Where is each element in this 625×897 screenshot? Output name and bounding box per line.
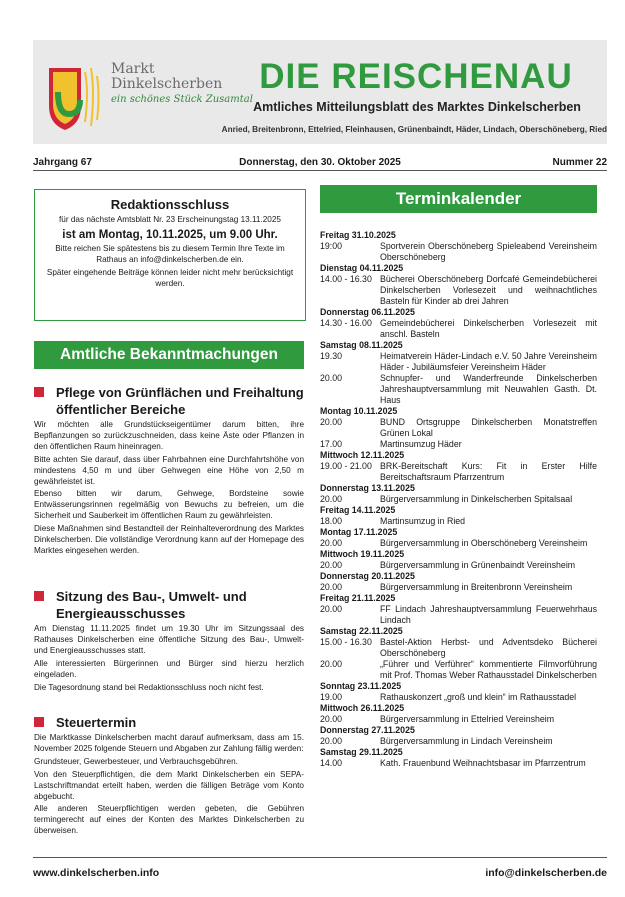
event-description: Kath. Frauenbund Weihnachtsbasar im Pfarrzentrum (380, 758, 586, 768)
calendar-day-heading: Freitag 14.11.2025 (320, 505, 396, 515)
event-time: 20.00 (320, 494, 343, 504)
event-time: 17.00 (320, 439, 343, 449)
article-title: Sitzung des Bau-, Umwelt- und Energieausschusses (34, 588, 304, 622)
calendar-event (320, 439, 597, 450)
event-description: Bürgerversammlung in Lindach Vereinsheim (380, 736, 553, 746)
places-list: Anried, Breitenbronn, Ettelried, Fleinhausen, Grünenbaindt, Häder, Lindach, Oberschöneberg, Ried (221, 125, 607, 134)
issue-number: Nummer 22 (552, 157, 607, 168)
event-description: BUND Ortsgruppe Dinkelscherben Monatstreffen Grünen Lokal (380, 417, 597, 438)
calendar-event (320, 659, 597, 681)
event-calendar-heading: Terminkalender (320, 185, 597, 213)
calendar-event (320, 318, 597, 340)
calendar-event (320, 494, 597, 505)
calendar-event (320, 538, 597, 549)
calendar-day-heading: Donnerstag 27.11.2025 (320, 725, 415, 735)
event-description: Bastel-Aktion Herbst- und Adventsdeko Bücherei Oberschöneberg (380, 637, 597, 658)
article-paragraph: Alle anderen Steuerpflichtigen werden gebeten, die Gebühren termingerecht auf eines der Konten des Marktes Dinkelscherben zu überweisen. (34, 804, 304, 836)
event-time: 15.00 - 16.30 (320, 637, 372, 647)
calendar-event (320, 417, 597, 439)
calendar-event (320, 604, 597, 626)
calendar-event (320, 241, 597, 263)
deadline-heading: Redaktionsschluss (110, 197, 230, 212)
calendar-day-heading: Donnerstag 06.11.2025 (320, 307, 415, 317)
article-paragraph: Von den Steuerpflichtigen, die dem Markt Dinkelscherben ein SEPA-Lastschriftmandat erteilt haben, werden die fälligen Beträge vom Konto abgebucht. (34, 769, 304, 801)
event-description: „Führer und Verführer“ kommentierte Filmvorführung mit Prof. Thomas Weber Rathausstadel Dinkelscherben (380, 659, 597, 680)
calendar-event (320, 582, 597, 593)
event-description: Bücherei Oberschöneberg Dorfcafé Gemeindebücherei Dinkelscherben Vorlesezeit und weihnachtliches Basteln für Kinder ab drei Jahren (380, 274, 597, 306)
calendar-day-heading: Mittwoch 19.11.2025 (320, 549, 405, 559)
calendar-event (320, 560, 597, 571)
brand-line-1: Markt (111, 61, 155, 77)
event-time: 19.00 - 21.00 (320, 461, 372, 471)
event-time: 20.00 (320, 560, 343, 570)
event-description: Sportverein Oberschöneberg Spieleabend Vereinsheim Oberschöneberg (380, 241, 597, 262)
event-time: 19.00 (320, 692, 343, 702)
header-divider (33, 170, 607, 171)
brand-slogan: ein schönes Stück Zusamtal (111, 94, 253, 105)
newsletter-subtitle: Amtliches Mitteilungsblatt des Marktes Dinkelscherben (253, 100, 581, 114)
event-time: 14.30 - 16.00 (320, 318, 372, 328)
calendar-day-heading: Donnerstag 20.11.2025 (320, 571, 415, 581)
calendar-day-heading: Donnerstag 13.11.2025 (320, 483, 415, 493)
event-time: 18.00 (320, 516, 343, 526)
event-time: 14.00 (320, 758, 343, 768)
article-paragraph: Wir möchten alle Grundstückseigentümer darum bitten, ihre Bepflanzungen so zurückzuschneiden, dass keine Äste oder Pflanzen in den öffentlichen Raum hineinragen. (34, 420, 304, 451)
calendar-event (320, 758, 597, 769)
deadline-line-1: für das nächste Amtsblatt Nr. 23 Erscheinungstag 13.11.2025 (59, 215, 281, 224)
event-description: Bürgerversammlung in Dinkelscherben Spitalsaal (380, 494, 573, 504)
deadline-line-3: Später eingehende Beiträge können leider nicht mehr berücksichtigt werden. (46, 268, 294, 288)
calendar-event (320, 692, 597, 703)
event-time: 20.00 (320, 373, 343, 383)
official-announcements-heading: Amtliche Bekanntmachungen (34, 341, 304, 369)
calendar-day-heading: Montag 10.11.2025 (320, 406, 398, 416)
event-time: 20.00 (320, 582, 343, 592)
editorial-deadline-box (34, 189, 306, 321)
calendar-event (320, 351, 597, 373)
event-description: Schnupfer- und Wanderfreunde Dinkelscherben Jahreshauptversammlung mit Neuwahlen Gasth. Dt. Haus (380, 373, 597, 405)
article-paragraph: Diese Maßnahmen sind Bestandteil der Reinhalteverordnung des Marktes Dinkelscherben. Die vollständige Verordnung kann auf der Homepage des Marktes eingesehen werden. (34, 524, 304, 555)
article-paragraph: Ebenso bitten wir darum, Gehwege, Bordsteine sowie Entwässerungsrinnen regelmäßig von Bewuchs zu befreien, um die Sicherheit und Sauberkeit im öffentlichen Raum zu gewährleisten. (34, 489, 304, 521)
calendar-event (320, 461, 597, 483)
footer-divider (33, 857, 607, 858)
event-description: Rathauskonzert „groß und klein“ im Rathausstadel (380, 692, 577, 702)
calendar-day-heading: Freitag 31.10.2025 (320, 230, 396, 240)
brand-line-2: Dinkelscherben (111, 76, 223, 92)
market-coat-of-arms-logo (45, 62, 103, 134)
issue-year: Jahrgang 67 (33, 157, 92, 168)
calendar-day-heading: Freitag 21.11.2025 (320, 593, 396, 603)
event-time: 20.00 (320, 659, 343, 669)
event-description: Bürgerversammlung in Ettelried Vereinsheim (380, 714, 555, 724)
event-description: FF Lindach Jahreshauptversammlung Feuerwehrhaus Lindach (380, 604, 597, 625)
article-green-areas (34, 384, 304, 559)
calendar-day-heading: Samstag 08.11.2025 (320, 340, 403, 350)
red-bullet-icon (34, 591, 44, 601)
footer-email: info@dinkelscherben.de (485, 867, 607, 879)
footer-website: www.dinkelscherben.info (33, 867, 160, 879)
article-paragraph: Grundsteuer, Gewerbesteuer, und Verbrauchsgebühren. (34, 756, 238, 766)
article-title: Pflege von Grünflächen und Freihaltung öffentlicher Bereiche (34, 384, 304, 418)
event-time: 20.00 (320, 714, 343, 724)
article-paragraph: Bitte achten Sie darauf, dass über Fahrbahnen eine Durchfahrtshöhe von mindestens 4,50 m und über Gehwegen eine Höhe von 2,50 m gewährleistet ist. (34, 454, 304, 486)
calendar-day-heading: Mittwoch 12.11.2025 (320, 450, 405, 460)
event-description: Gemeindebücherei Dinkelscherben Vorlesezeit mit anschl. Basteln (380, 318, 597, 339)
event-description: Heimatverein Häder-Lindach e.V. 50 Jahre Vereinsheim Häder - Jubiläumsfeier Vereinsheim Häder (380, 351, 597, 372)
event-time: 19.30 (320, 351, 343, 361)
event-time: 14.00 - 16.30 (320, 274, 372, 284)
calendar-event (320, 637, 597, 659)
red-bullet-icon (34, 717, 44, 727)
event-calendar (320, 230, 597, 769)
calendar-event (320, 274, 597, 307)
article-paragraph: Am Dienstag 11.11.2025 findet um 19.30 Uhr im Sitzungssaal des Rathauses Dinkelscherben eine öffentliche Sitzung des Bau-, Umwelt- und Energieausschusses statt. (34, 624, 304, 655)
calendar-day-heading: Samstag 29.11.2025 (320, 747, 403, 757)
event-time: 19:00 (320, 241, 343, 251)
calendar-event (320, 714, 597, 725)
article-paragraph: Alle interessierten Bürgerinnen und Bürger sind hierzu herzlich eingeladen. (34, 658, 304, 679)
event-description: Bürgerversammlung in Grünenbaindt Vereinsheim (380, 560, 576, 570)
calendar-event (320, 516, 597, 527)
calendar-day-heading: Mittwoch 26.11.2025 (320, 703, 405, 713)
article-paragraph: Die Tagesordnung stand bei Redaktionsschluss noch nicht fest. (34, 682, 264, 692)
calendar-event (320, 736, 597, 747)
calendar-event (320, 373, 597, 406)
article-committee-meeting (34, 588, 304, 695)
event-time: 20.00 (320, 538, 343, 548)
deadline-emphasis: ist am Montag, 10.11.2025, um 9.00 Uhr. (62, 229, 278, 241)
event-description: Bürgerversammlung in Oberschöneberg Vereinsheim (380, 538, 588, 548)
red-bullet-icon (34, 387, 44, 397)
article-title: Steuertermin (34, 714, 304, 731)
event-description: BRK-Bereitschaft Kurs: Fit in Erster Hilfe Bereitschaftsraum Pfarrzentrum (380, 461, 597, 482)
event-time: 20.00 (320, 604, 343, 614)
calendar-day-heading: Sonntag 23.11.2025 (320, 681, 402, 691)
article-tax-date (34, 714, 304, 839)
issue-date: Donnerstag, den 30. Oktober 2025 (239, 157, 401, 168)
event-description: Martinsumzug in Ried (380, 516, 466, 526)
event-time: 20.00 (320, 417, 343, 427)
masthead (33, 40, 607, 144)
calendar-day-heading: Samstag 22.11.2025 (320, 626, 403, 636)
newsletter-title: DIE REISCHENAU (259, 57, 573, 96)
deadline-line-2: Bitte reichen Sie spätestens bis zu diesem Termin Ihre Texte im Rathaus an info@dinkelscherben.de ein. (55, 244, 285, 264)
event-description: Martinsumzug Häder (380, 439, 462, 449)
event-time: 20.00 (320, 736, 343, 746)
calendar-day-heading: Dienstag 04.11.2025 (320, 263, 404, 273)
calendar-day-heading: Montag 17.11.2025 (320, 527, 398, 537)
event-description: Bürgerversammlung in Breitenbronn Vereinsheim (380, 582, 573, 592)
article-paragraph: Die Marktkasse Dinkelscherben macht darauf aufmerksam, dass am 15. November 2025 folgende Steuern und Abgaben zur Zahlung fällig werden: (34, 733, 304, 753)
